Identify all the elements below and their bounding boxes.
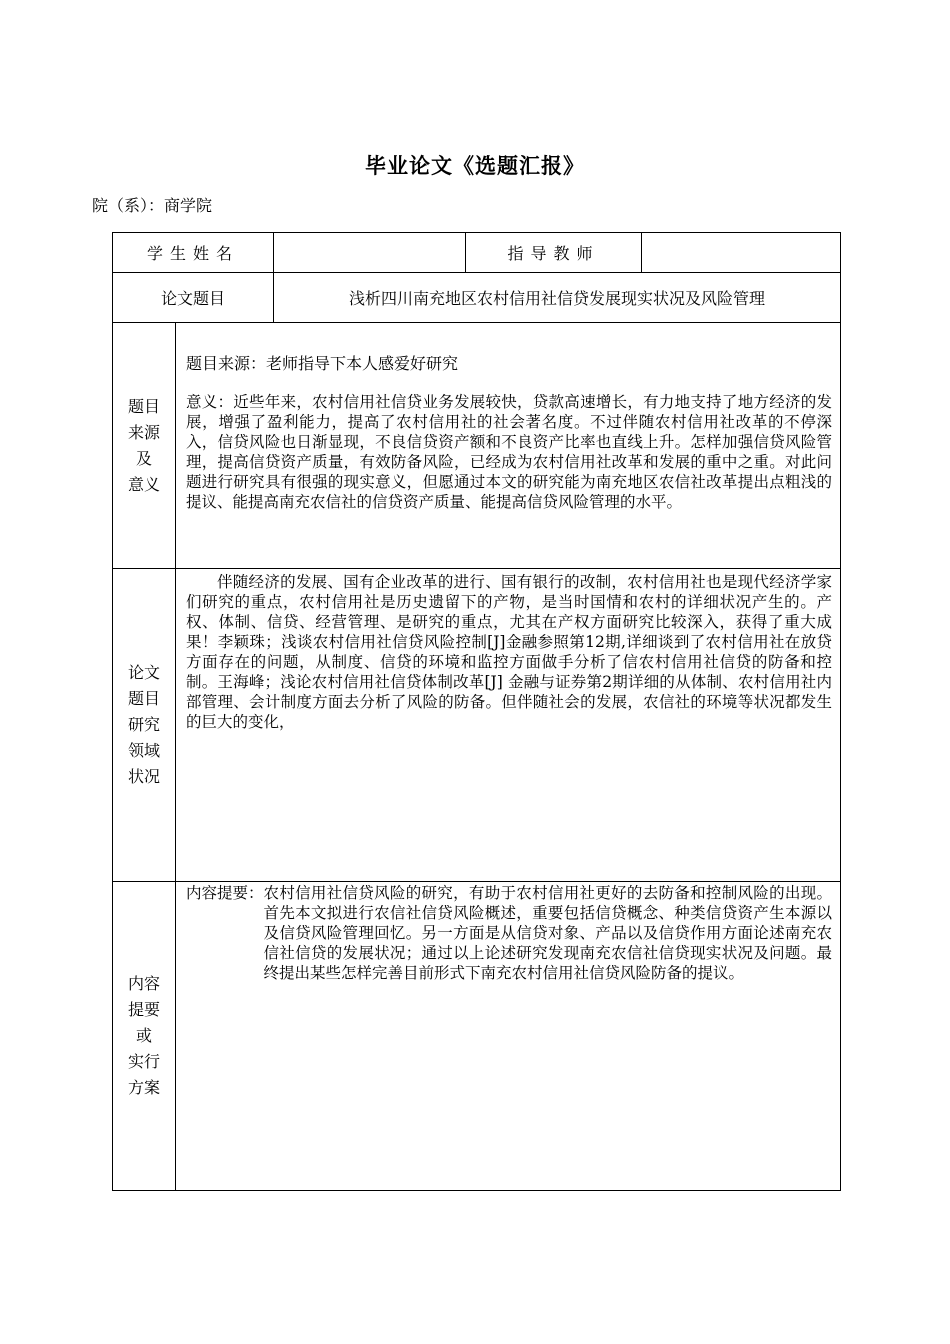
label-line: 方案 (127, 1078, 160, 1097)
label-line: 研究 (127, 715, 160, 734)
label-line: 或 (135, 1026, 152, 1045)
thesis-title-label: 论文题目 (113, 273, 274, 323)
label-line: 内容 (127, 974, 160, 993)
label-line: 领域 (127, 741, 160, 760)
advisor-label: 指导教师 (466, 233, 642, 273)
student-name-value (274, 233, 466, 273)
student-name-label: 学生姓名 (113, 233, 274, 273)
document-title: 毕业论文《选题汇报》 (365, 153, 585, 178)
content-plan-label (113, 882, 176, 1191)
label-line: 状况 (127, 767, 160, 786)
label-line: 及 (135, 448, 152, 468)
research-field-text: 伴随经济的发展、国有企业改革的进行、国有银行的改制，农村信用社也是现代经济学家们研究的重点，农村信用社是历史遗留下的产物，是当时国情和农村的详细状况产生的。产权、体制、信贷、经营管理、是研究的重点，尤其在产权方面研究比较深入，获得了重大成果！李颖珠；浅谈农村信用社信贷风险控制[J]金融参照第12期,详细谈到了农村信用社在放贷方面存在的问题，从制度、信贷的环境和监控方面做手分析了信农村信用社信贷的防备和控制。王海峰；浅论农村信用社信贷体制改革[J] 金融与证券第2期详细的从体制、农村信用社内部管理、会计制度方面去分析了风险的防备。但伴随社会的发展，农信社的环境等状况都发生的巨大的变化， (186, 573, 833, 731)
proposal-form-table (112, 232, 841, 1191)
label-line: 实行 (127, 1052, 160, 1071)
content-summary (176, 882, 840, 983)
student-advisor-row (113, 233, 841, 273)
thesis-title-value: 浅析四川南充地区农村信用社信贷发展现实状况及风险管理 (274, 273, 841, 323)
source-meaning-label (113, 323, 176, 569)
thesis-title-row (113, 273, 841, 323)
department-line: 院（系）：商学院 (92, 196, 213, 215)
research-field-row (113, 569, 841, 882)
content-plan-row (113, 882, 841, 1191)
source-meaning-cell (176, 323, 841, 569)
content-plan-cell (176, 882, 841, 1191)
content-summary-key: 内容提要： (186, 884, 264, 902)
label-line: 提要 (127, 1000, 160, 1019)
label-line: 题目 (127, 689, 160, 708)
label-line: 题目 (127, 396, 160, 416)
label-line: 来源 (127, 422, 160, 442)
topic-meaning-text: 意义：近些年来，农村信用社信贷业务发展较快，贷款高速增长，有力地支持了地方经济的发展，增强了盈利能力，提高了农村信用社的社会著名度。不过伴随农村信用社改革的不停深入，信贷风险也日渐显现，不良信贷资产额和不良资产比率也直线上升。怎样加强信贷风险管理，提高信贷资产质量，有效防备风险，已经成为农村信用社改革和发展的重中之重。对此问题进行研究具有很强的现实意义，但愿通过本文的研究能为南充地区农信社改革提出点粗浅的提议、能提高南充农信社的信贷资产质量、能提高信贷风险管理的水平。 (186, 393, 833, 511)
advisor-value (642, 233, 841, 273)
topic-source-text: 题目来源：老师指导下本人感爱好研究 (186, 354, 459, 373)
label-line: 意义 (127, 474, 160, 494)
label-line: 论文 (127, 663, 160, 682)
research-field-cell (176, 569, 841, 882)
content-summary-text: 农村信用社信贷风险的研究，有助于农村信用社更好的去防备和控制风险的出现。首先本文拟进行农信社信贷风险概述，重要包括信贷概念、种类信贷资产生本源以及信贷风险管理回忆。另一方面是从信贷对象、产品以及信贷作用方面论述南充农信社信贷的发展状况；通过以上论述研究发现南充农信社信贷现实状况及问题。最终提出某些怎样完善目前形式下南充农村信用社信贷风险防备的提议。 (263, 884, 833, 982)
research-field-label (113, 569, 176, 882)
source-meaning-row (113, 323, 841, 569)
